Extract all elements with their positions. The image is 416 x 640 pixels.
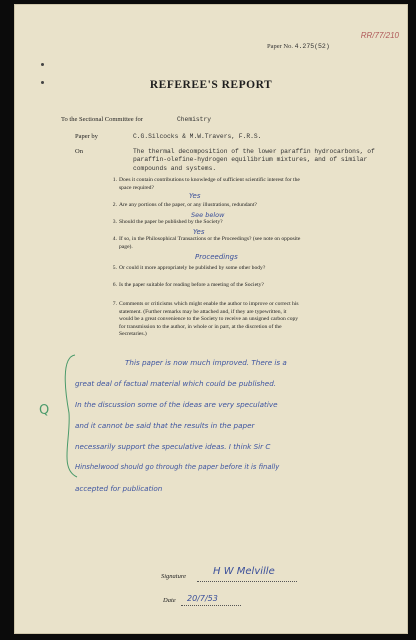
question-text-line: Does it contain contributions to knowledge of sufficient scientific interest for the (119, 177, 300, 183)
question-text-line: for transmission to the author, in whole or in part, at the discretion of the (119, 323, 282, 330)
question-number: 6. (112, 282, 117, 288)
report-title: REFEREE'S REPORT (149, 79, 273, 91)
signature-line (197, 581, 297, 582)
date-value: 20/7/53 (187, 594, 218, 603)
question-number: 4. (112, 236, 117, 242)
punch-hole (41, 63, 44, 66)
paper-title-line: The thermal decomposition of the lower paraffin hydrocarbons, of (133, 148, 375, 155)
comment-line: In the discussion some of the ideas are very speculative (75, 400, 278, 409)
question-number: 1. (112, 177, 117, 183)
answer-3: Yes (193, 228, 205, 236)
answer-2: See below (191, 211, 225, 219)
question-number: 5. (112, 265, 117, 271)
question-text-line: would be a great convenience to the Society to receive an unsigned carbon copy (119, 316, 299, 322)
comment-line: accepted for publication (75, 484, 163, 493)
comment-line: and it cannot be said that the results in the paper (75, 421, 255, 430)
question-text-line: Comments or criticisms which might enable the author to improve or correct his (119, 301, 299, 307)
question-text-line: Is the paper suitable for reading before a meeting of the Society? (119, 282, 264, 288)
question-number: 3. (112, 219, 117, 225)
paper-title (133, 148, 375, 173)
question-text-line: Are any portions of the paper, or any illustrations, redundant? (119, 202, 257, 208)
question-1 (112, 177, 369, 192)
question-text-line: Should the paper be published by the Society? (119, 219, 223, 225)
question-number: 2. (112, 202, 117, 208)
date-label: Date (163, 597, 176, 604)
margin-query-mark: Q (39, 403, 50, 418)
question-6 (112, 282, 264, 290)
date-line (181, 605, 241, 606)
question-text-line: If so, in the Philosophical Transactions or the Proceedings? (see note on opposite (119, 236, 301, 242)
paper-by-label: Paper by (75, 133, 98, 140)
signature-value: H W Melville (213, 566, 275, 577)
signature-label: Signature (161, 573, 187, 580)
question-3 (112, 219, 223, 227)
question-number: 7. (112, 301, 117, 307)
question-text-line: Or could it more appropriately be published by some other body? (119, 265, 266, 271)
question-text-line: page). (119, 243, 133, 250)
question-4 (112, 236, 369, 251)
paper-number (267, 43, 330, 50)
question-text-line: space required? (119, 184, 154, 191)
comment-line: Hinshelwood should go through the paper before it is finally (75, 463, 280, 471)
comment-line: This paper is now much improved. There is a (125, 358, 287, 367)
committee-label: To the Sectional Committee for (61, 116, 143, 123)
question-7 (112, 301, 369, 339)
comment-line: necessarily support the speculative ideas. I think Sir C (75, 442, 271, 451)
question-5 (112, 265, 266, 273)
committee-value: Chemistry (177, 116, 212, 123)
question-2 (112, 202, 257, 210)
answer-1: Yes (189, 192, 201, 200)
paper-number-value: 4.275(52) (294, 43, 330, 50)
answer-4: Proceedings (195, 253, 238, 261)
on-label: On (75, 148, 83, 155)
document-sheet (14, 4, 408, 634)
paper-title-line: compounds and systems. (133, 164, 217, 172)
paper-by-value: C.G.Silcocks & M.W.Travers, F.R.S. (133, 133, 262, 140)
question-text-line: statement. (Further remarks may be attached and, if they are typewritten, it (119, 308, 287, 315)
question-text-line: Secretaries.) (119, 331, 147, 337)
paper-title-line: paraffin-olefine-hydrogen equilibrium mixtures, and of similar (133, 156, 368, 164)
archive-reference: RR/77/210 (360, 31, 399, 40)
paper-number-label: Paper No. (267, 43, 293, 50)
comment-line: great deal of factual material which could be published. (75, 379, 277, 388)
